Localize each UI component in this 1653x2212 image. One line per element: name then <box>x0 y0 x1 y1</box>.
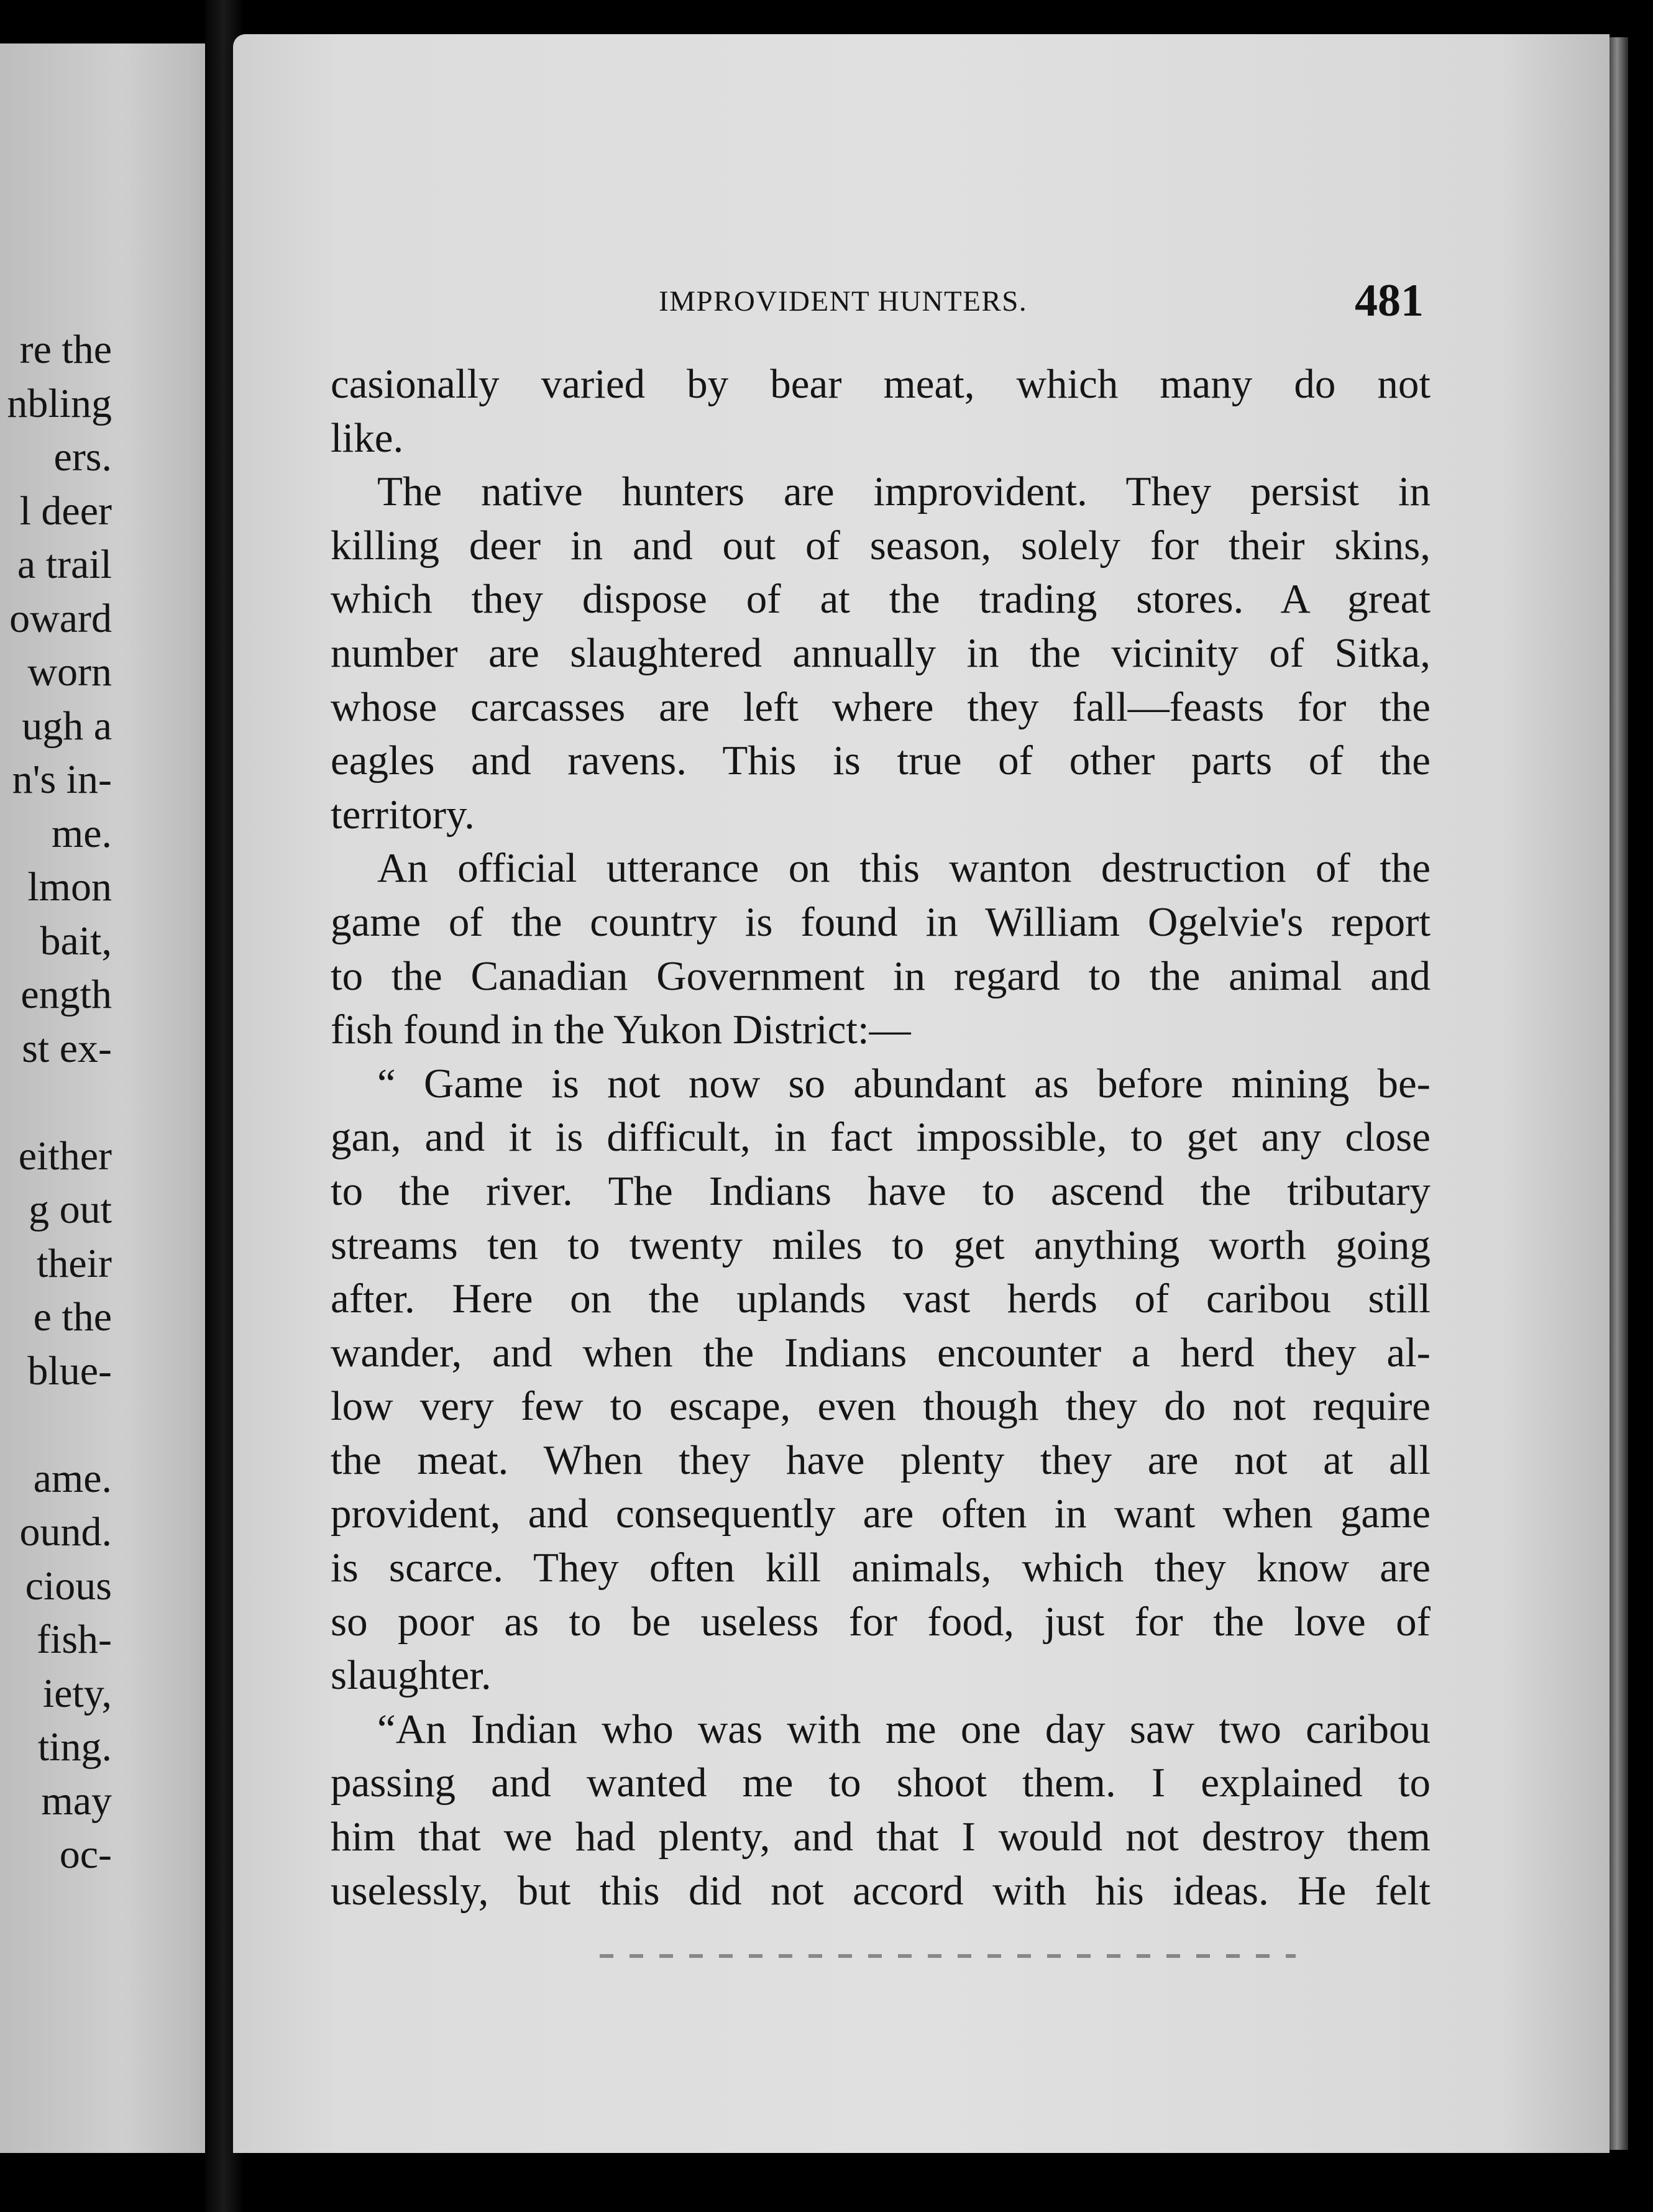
left-fragment: nbling <box>7 380 112 426</box>
text-line: gan, and it is difficult, in fact impossible, to get any close <box>331 1114 1431 1161</box>
left-facing-page <box>0 43 205 2153</box>
left-fragment: ame. <box>33 1455 112 1501</box>
left-fragment: bait, <box>40 918 112 964</box>
left-fragment: worn <box>27 649 112 695</box>
text-line: passing and wanted me to shoot them. I explained to <box>331 1760 1431 1806</box>
text-line: casionally varied by bear meat, which many do not <box>331 361 1431 407</box>
running-head <box>233 275 1610 329</box>
left-fragment: ound. <box>19 1509 112 1555</box>
text-line: eagles and ravens. This is true of other parts of the <box>331 738 1431 784</box>
page-number: 481 <box>1355 275 1424 326</box>
text-line: number are slaughtered annually in the vicinity of Sitka, <box>331 629 1431 676</box>
text-line: to the river. The Indians have to ascend the tributary <box>331 1168 1431 1214</box>
ink-smudge <box>600 1954 1296 1958</box>
text-line: territory. <box>331 791 475 838</box>
text-line: is scarce. They often kill animals, which they know are <box>331 1545 1431 1591</box>
left-fragment: their <box>37 1240 112 1286</box>
text-line: the meat. When they have plenty they are not at all <box>331 1437 1431 1483</box>
left-fragment <box>0 1398 112 1452</box>
text-line: low very few to escape, even though they do not require <box>331 1383 1431 1430</box>
text-line: An official utterance on this wanton destruction of the <box>377 845 1431 892</box>
left-fragment: ting. <box>37 1724 112 1770</box>
left-fragment: cious <box>25 1563 112 1609</box>
text-line: streams ten to twenty miles to get anything worth going <box>331 1222 1431 1268</box>
left-fragment: st ex- <box>22 1025 112 1071</box>
text-line: wander, and when the Indians encounter a herd they al- <box>331 1329 1431 1376</box>
text-line: so poor as to be useless for food, just for the love of <box>331 1598 1431 1645</box>
left-fragment: iety, <box>42 1670 112 1716</box>
text-line: uselessly, but this did not accord with his ideas. He felt <box>331 1867 1431 1914</box>
left-fragment <box>0 1076 112 1130</box>
left-fragment: oward <box>9 595 112 641</box>
text-line: fish found in the Yukon District:— <box>331 1007 911 1053</box>
text-line: him that we had plenty, and that I would not destroy them <box>331 1814 1431 1860</box>
left-fragment: lmon <box>27 864 112 910</box>
text-line: game of the country is found in William Ogelvie's report <box>331 898 1431 945</box>
left-fragment: ength <box>21 972 112 1017</box>
text-line: slaughter. <box>331 1652 492 1699</box>
text-line: “ Game is not now so abundant as before mining be- <box>377 1060 1431 1107</box>
text-line: provident, and consequently are often in want when game <box>331 1491 1431 1537</box>
top-scan-border <box>286 0 1019 32</box>
page-stack-edge <box>1610 37 1628 2150</box>
left-fragment: g out <box>29 1187 112 1232</box>
left-fragment: ers. <box>53 434 112 480</box>
left-fragment: re the <box>19 327 112 372</box>
text-line: which they dispose of at the trading stores. A great <box>331 576 1431 623</box>
text-line: “An Indian who was with me one day saw two caribou <box>377 1706 1431 1752</box>
text-line: whose carcasses are left where they fall—feasts for the <box>331 683 1431 730</box>
text-line: killing deer in and out of season, solely for their skins, <box>331 522 1431 569</box>
left-fragment: a trail <box>17 542 112 587</box>
left-fragment: either <box>18 1133 112 1179</box>
running-title: IMPROVIDENT HUNTERS. <box>659 285 1028 318</box>
left-fragment: blue- <box>27 1348 112 1394</box>
body-text <box>331 357 1431 1917</box>
left-page-text-fragments <box>0 323 112 1882</box>
left-fragment: oc- <box>59 1832 112 1877</box>
left-fragment: fish- <box>37 1617 112 1662</box>
text-line: The native hunters are improvident. They persist in <box>377 468 1431 515</box>
left-fragment: e the <box>33 1294 112 1340</box>
left-fragment: n's in- <box>12 757 112 802</box>
left-fragment: ugh a <box>22 703 112 749</box>
left-fragment: may <box>41 1778 112 1824</box>
text-line: like. <box>331 414 404 461</box>
left-fragment: me. <box>51 810 112 856</box>
text-line: after. Here on the uplands vast herds of caribou still <box>331 1276 1431 1322</box>
right-page <box>233 34 1610 2153</box>
left-fragment: l deer <box>19 488 112 534</box>
text-line: to the Canadian Government in regard to the animal and <box>331 953 1431 999</box>
